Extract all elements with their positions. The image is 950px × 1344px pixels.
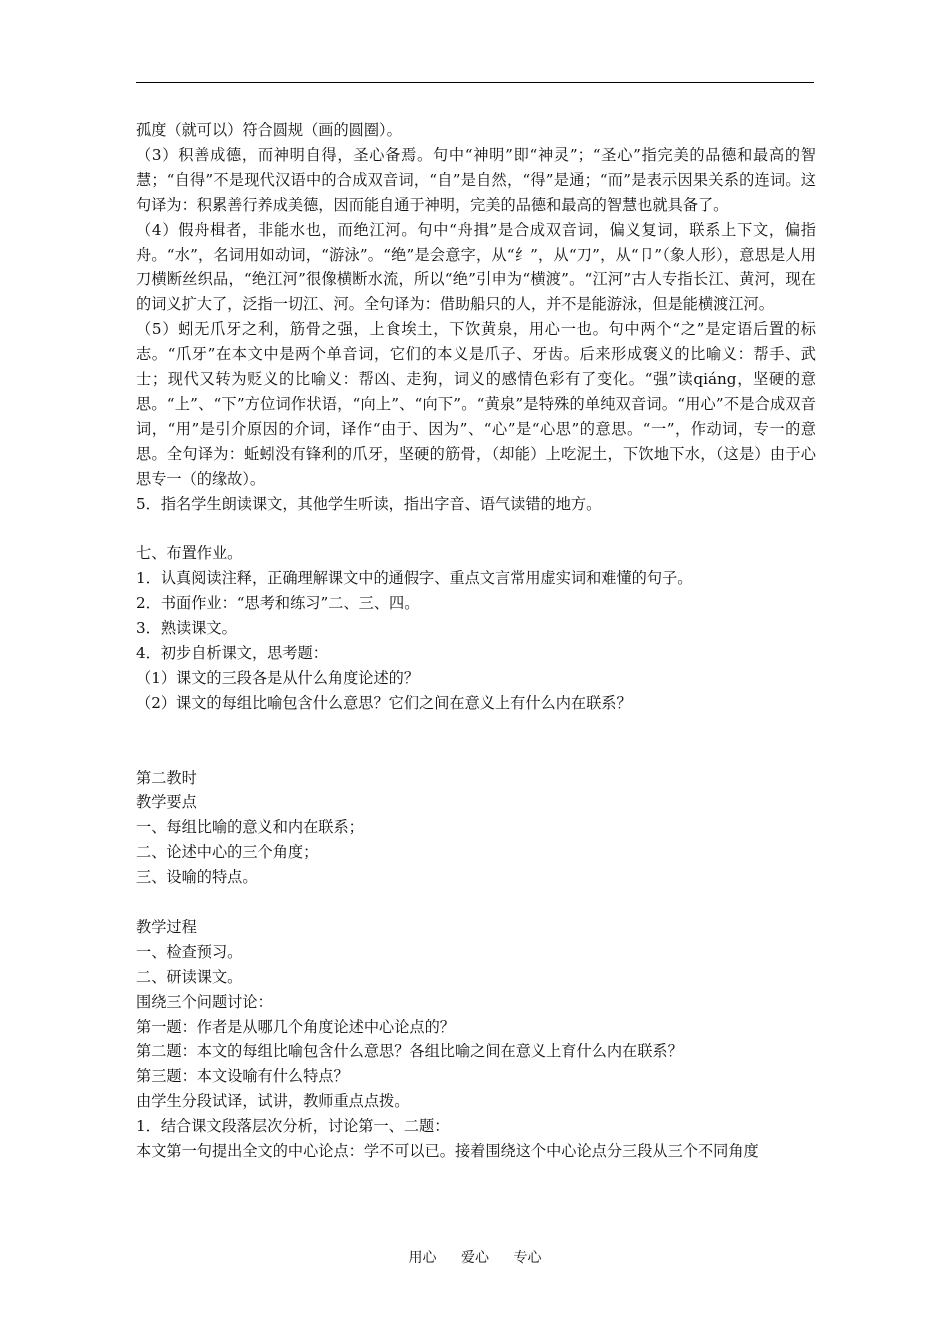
body-text xyxy=(136,118,816,1164)
paragraph: （1）课文的三段各是从什么角度论述的？ xyxy=(136,668,420,687)
section-heading: 教学要点 xyxy=(136,793,197,812)
paragraph: （3）积善成德，而神明自得，圣心备焉。句中“神明”即“神灵”；“圣心”指完美的品德和最高的智慧；“自得”不是现代汉语中的合成双音词，“自”是自然，“得”是通；“而”是表示因果关系的连词。这句译为：积累善行养成美德，因而能自通于神明，完美的品德和最高的智慧也就具备了。 xyxy=(136,145,816,214)
paragraph: 一、检查预习。 xyxy=(136,942,243,961)
paragraph: 围绕三个问题讨论： xyxy=(136,992,273,1011)
paragraph: 2．书面作业：“思考和练习”二、三、四。 xyxy=(136,594,420,613)
section-heading: 七、布置作业。 xyxy=(136,544,243,563)
paragraph: （4）假舟楫者，非能水也，而绝江河。句中“舟揖”是合成双音词，偏义复词，联系上下文，偏指舟。“水”，名词用如动词，“游泳”。“绝”是会意字，从“纟”，从“刀”，从“卩”（象人形），意思是人用刀横断丝织品，“绝江河”很像横断水流，所以“绝”引申为“横渡”。“江河”古人专指长江、黄河，现在的词义扩大了，泛指一切江、河。全句译为：借助船只的人，并不是能游泳，但是能横渡江河。 xyxy=(136,220,816,314)
section-heading: 第二教时 xyxy=(136,768,197,787)
paragraph: 3．熟读课文。 xyxy=(136,619,237,638)
paragraph: 二、研读课文。 xyxy=(136,967,243,986)
paragraph: （5）蚓无爪牙之利，筋骨之强，上食埃土，下饮黄泉，用心一也。句中两个“之”是定语后置的标志。“爪牙”在本文中是两个单音词，它们的本义是爪子、牙齿。后来形成褒义的比喻义：帮手、武士；现代又转为贬义的比喻义：帮凶、走狗，词义的感情色彩有了变化。“强”读qiáng，坚硬的意思。“上”、“下”方位词作状语，“向上”、“向下”。“黄泉”是特殊的单纯双音词。“用心”不是合成双音词，“用”是引介原因的介词，译作“由于、因为”、“心”是“心思”的意思。“一”，作动词，专一的意思。全句译为：蚯蚓没有锋利的爪牙，坚硬的筋骨，（却能）上吃泥土，下饮地下水，（这是）由于心思专一（的缘故）。 xyxy=(136,320,816,488)
paragraph: 5．指名学生朗读课文，其他学生听读，指出字音、语气读错的地方。 xyxy=(136,494,602,513)
paragraph: 一、每组比喻的意义和内在联系； xyxy=(136,818,364,837)
paragraph: 三、设喻的特点。 xyxy=(136,868,258,887)
paragraph: （2）课文的每组比喻包含什么意思？它们之间在意义上有什么内在联系？ xyxy=(136,693,632,712)
spacer xyxy=(136,890,816,915)
header-rule xyxy=(136,82,814,83)
paragraph: 1．认真阅读注释，正确理解课文中的通假字、重点文言常用虚实词和难懂的句子。 xyxy=(136,569,693,588)
spacer xyxy=(136,517,816,542)
paragraph: 1．结合课文段落层次分析，讨论第一、二题： xyxy=(136,1117,450,1136)
paragraph: 二、论述中心的三个角度； xyxy=(136,843,319,862)
paragraph: 第一题：作者是从哪几个角度论述中心论点的？ xyxy=(136,1017,455,1036)
paragraph: 第三题：本文设喻有什么特点？ xyxy=(136,1067,349,1086)
paragraph: 本文第一句提出全文的中心论点：学不可以已。接着围绕这个中心论点分三段从三个不同角度 xyxy=(136,1142,759,1161)
paragraph: 第二题：本文的每组比喻包含什么意思？各组比喻之间在意义上育什么内在联系？ xyxy=(136,1042,683,1061)
paragraph: 4．初步自析课文，思考题： xyxy=(136,644,328,663)
spacer xyxy=(136,716,816,766)
paragraph: 孤度（就可以）符合圆规（画的圆圈）。 xyxy=(136,121,402,139)
page-footer: 用心 爱心 专心 xyxy=(408,1250,542,1266)
paragraph: 由学生分段试译，试讲，教师重点点拨。 xyxy=(136,1092,410,1111)
section-heading: 教学过程 xyxy=(136,917,197,936)
